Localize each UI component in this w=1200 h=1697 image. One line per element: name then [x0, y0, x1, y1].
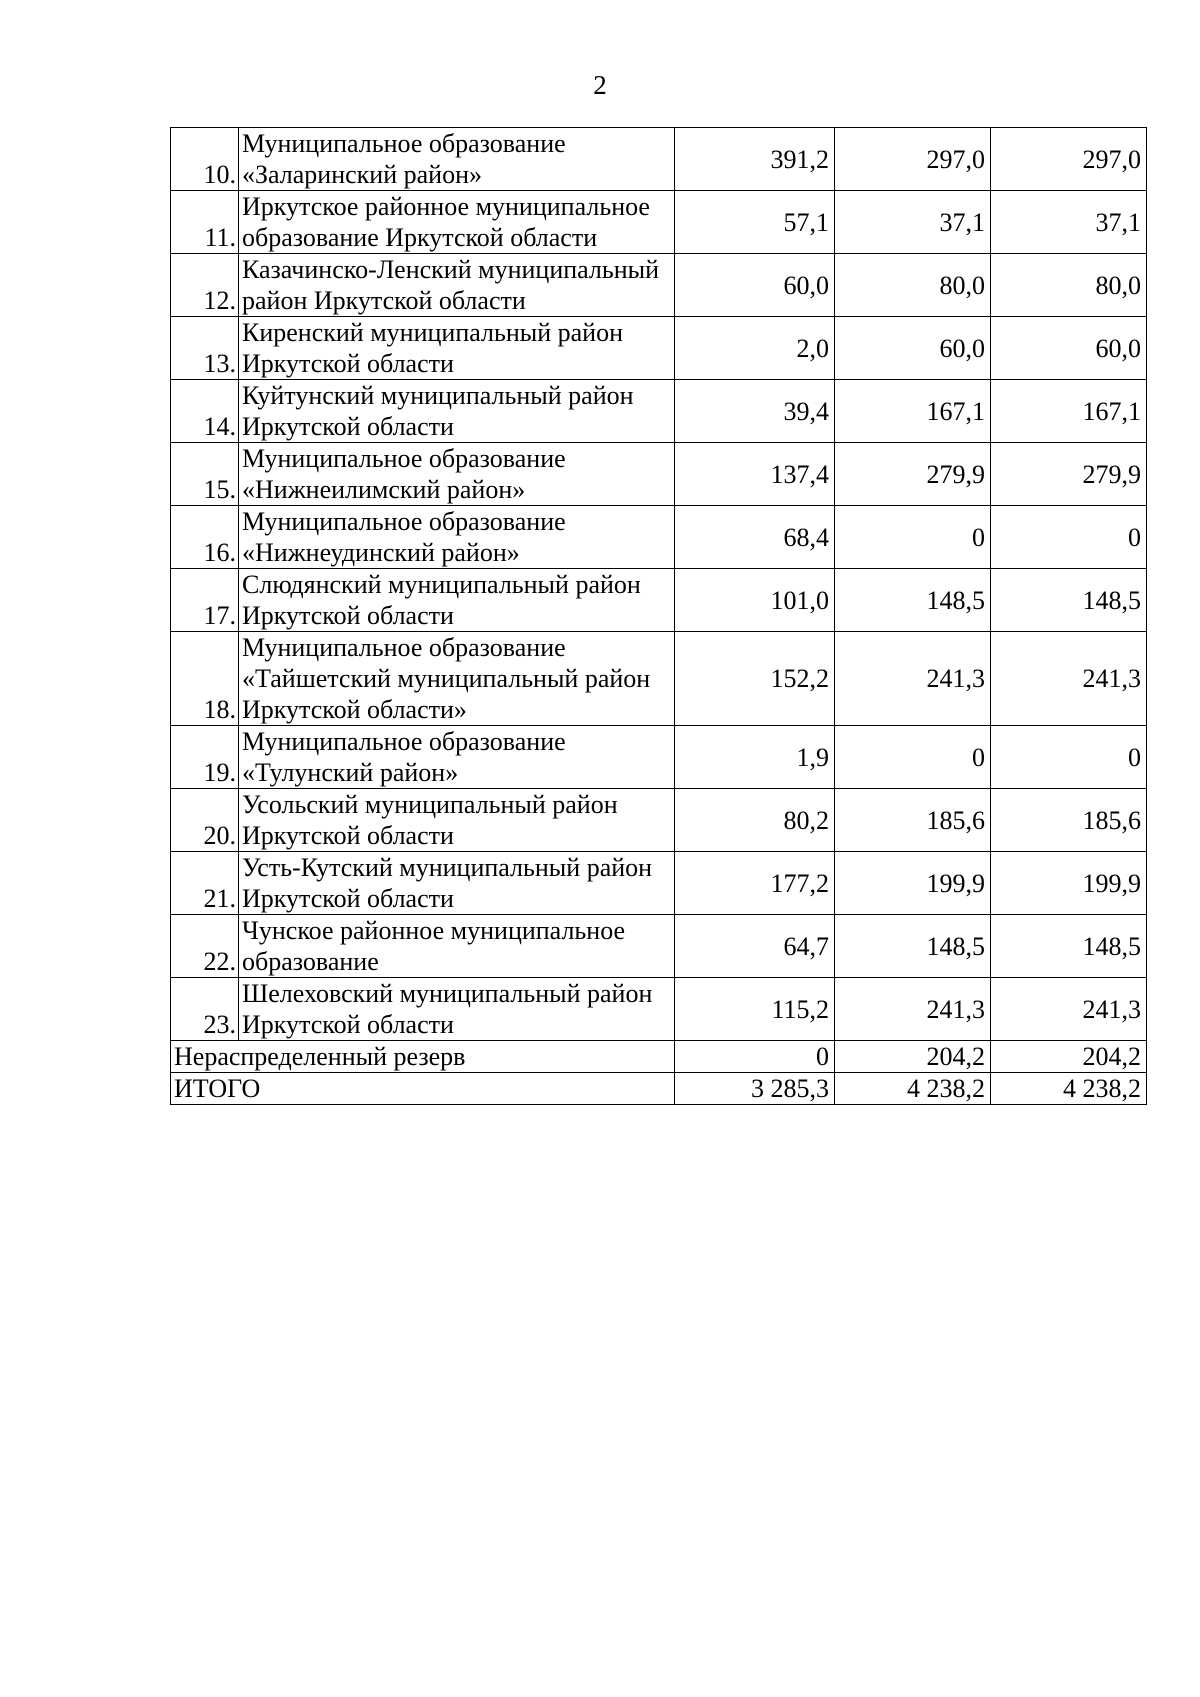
- value-col-2: 167,1: [835, 380, 991, 443]
- value-col-2: 241,3: [835, 632, 991, 726]
- municipality-name: Шелеховский муниципальный район Иркутской области: [239, 978, 675, 1041]
- row-number: 18.: [171, 632, 239, 726]
- value-col-1: 391,2: [675, 128, 835, 191]
- value-col-3: 279,9: [991, 443, 1147, 506]
- value-col-2: 0: [835, 506, 991, 569]
- total-label: ИТОГО: [171, 1073, 675, 1105]
- total-value-col-2: 4 238,2: [835, 1073, 991, 1105]
- table-row: [171, 852, 1147, 915]
- value-col-3: 37,1: [991, 191, 1147, 254]
- reserve-value-col-2: 204,2: [835, 1041, 991, 1073]
- reserve-label: Нераспределенный резерв: [171, 1041, 675, 1073]
- municipality-name: Муниципальное образование «Нижнеудинский район»: [239, 506, 675, 569]
- value-col-2: 0: [835, 726, 991, 789]
- value-col-1: 60,0: [675, 254, 835, 317]
- row-number: 14.: [171, 380, 239, 443]
- municipality-name: Иркутское районное муниципальное образование Иркутской области: [239, 191, 675, 254]
- table-row: [171, 915, 1147, 978]
- value-col-3: 0: [991, 506, 1147, 569]
- table-row: [171, 789, 1147, 852]
- value-col-1: 101,0: [675, 569, 835, 632]
- row-number: 15.: [171, 443, 239, 506]
- value-col-3: 241,3: [991, 632, 1147, 726]
- value-col-3: 297,0: [991, 128, 1147, 191]
- table-row: [171, 978, 1147, 1041]
- value-col-3: 148,5: [991, 915, 1147, 978]
- table-row: [171, 443, 1147, 506]
- table-row: [171, 128, 1147, 191]
- municipality-name: Муниципальное образование «Тайшетский муниципальный район Иркутской области»: [239, 632, 675, 726]
- table-row: [171, 569, 1147, 632]
- row-number: 16.: [171, 506, 239, 569]
- row-number: 22.: [171, 915, 239, 978]
- page-number: 2: [593, 70, 607, 100]
- value-col-1: 1,9: [675, 726, 835, 789]
- reserve-value-col-3: 204,2: [991, 1041, 1147, 1073]
- municipality-name: Муниципальное образование «Нижнеилимский район»: [239, 443, 675, 506]
- total-row: [171, 1073, 1147, 1105]
- municipality-name: Усольский муниципальный район Иркутской области: [239, 789, 675, 852]
- value-col-2: 297,0: [835, 128, 991, 191]
- value-col-2: 37,1: [835, 191, 991, 254]
- value-col-3: 199,9: [991, 852, 1147, 915]
- value-col-1: 177,2: [675, 852, 835, 915]
- value-col-3: 0: [991, 726, 1147, 789]
- value-col-2: 60,0: [835, 317, 991, 380]
- value-col-3: 148,5: [991, 569, 1147, 632]
- row-number: 17.: [171, 569, 239, 632]
- value-col-1: 57,1: [675, 191, 835, 254]
- value-col-1: 39,4: [675, 380, 835, 443]
- value-col-2: 185,6: [835, 789, 991, 852]
- row-number: 13.: [171, 317, 239, 380]
- reserve-value-col-1: 0: [675, 1041, 835, 1073]
- municipality-name: Муниципальное образование «Тулунский район»: [239, 726, 675, 789]
- row-number: 19.: [171, 726, 239, 789]
- value-col-2: 279,9: [835, 443, 991, 506]
- value-col-1: 68,4: [675, 506, 835, 569]
- value-col-3: 60,0: [991, 317, 1147, 380]
- municipality-name: Чунское районное муниципальное образование: [239, 915, 675, 978]
- value-col-1: 80,2: [675, 789, 835, 852]
- budget-table: [170, 127, 1147, 1105]
- total-value-col-1: 3 285,3: [675, 1073, 835, 1105]
- table-row: [171, 506, 1147, 569]
- row-number: 21.: [171, 852, 239, 915]
- municipality-name: Казачинско-Ленский муниципальный район Иркутской области: [239, 254, 675, 317]
- row-number: 11.: [171, 191, 239, 254]
- total-value-col-3: 4 238,2: [991, 1073, 1147, 1105]
- value-col-1: 115,2: [675, 978, 835, 1041]
- value-col-2: 148,5: [835, 569, 991, 632]
- table-row: [171, 317, 1147, 380]
- value-col-1: 2,0: [675, 317, 835, 380]
- value-col-1: 152,2: [675, 632, 835, 726]
- value-col-3: 241,3: [991, 978, 1147, 1041]
- value-col-1: 137,4: [675, 443, 835, 506]
- value-col-2: 241,3: [835, 978, 991, 1041]
- value-col-2: 148,5: [835, 915, 991, 978]
- value-col-3: 80,0: [991, 254, 1147, 317]
- reserve-row: [171, 1041, 1147, 1073]
- table-row: [171, 191, 1147, 254]
- municipality-name: Усть-Кутский муниципальный район Иркутской области: [239, 852, 675, 915]
- municipality-name: Слюдянский муниципальный район Иркутской области: [239, 569, 675, 632]
- value-col-2: 80,0: [835, 254, 991, 317]
- table-row: [171, 254, 1147, 317]
- row-number: 23.: [171, 978, 239, 1041]
- table-body: [171, 128, 1147, 1105]
- value-col-2: 199,9: [835, 852, 991, 915]
- table-row: [171, 726, 1147, 789]
- municipality-name: Муниципальное образование «Заларинский район»: [239, 128, 675, 191]
- row-number: 20.: [171, 789, 239, 852]
- value-col-1: 64,7: [675, 915, 835, 978]
- value-col-3: 185,6: [991, 789, 1147, 852]
- row-number: 10.: [171, 128, 239, 191]
- table-row: [171, 380, 1147, 443]
- municipality-name: Куйтунский муниципальный район Иркутской области: [239, 380, 675, 443]
- table-row: [171, 632, 1147, 726]
- value-col-3: 167,1: [991, 380, 1147, 443]
- row-number: 12.: [171, 254, 239, 317]
- municipality-name: Киренский муниципальный район Иркутской области: [239, 317, 675, 380]
